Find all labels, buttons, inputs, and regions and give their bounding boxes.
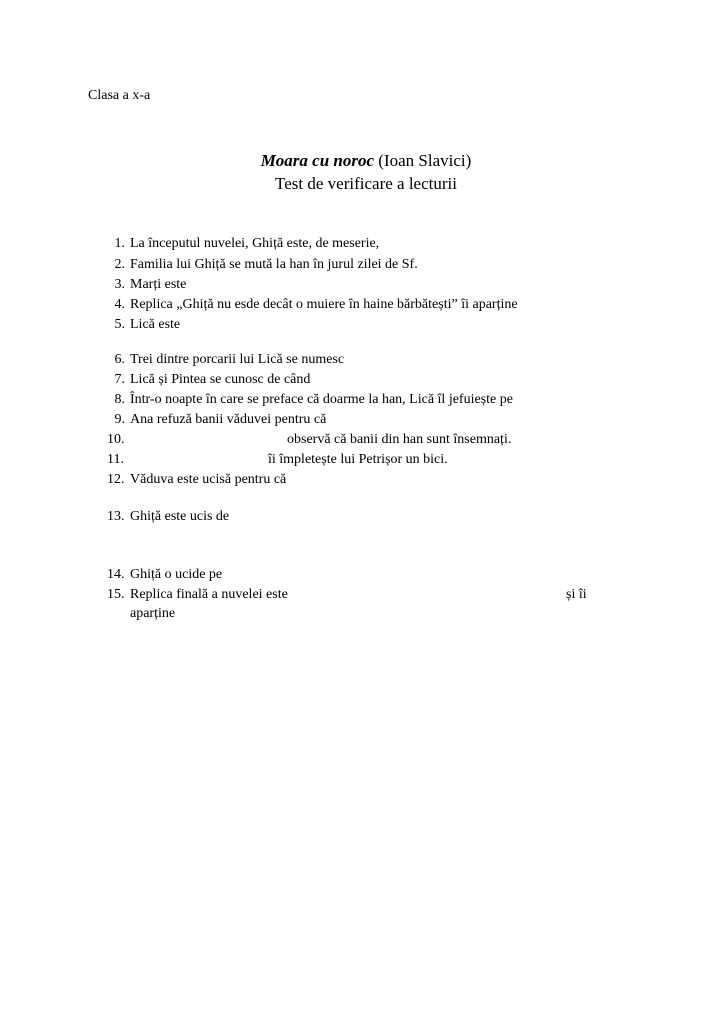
question-text: Marți este bbox=[130, 277, 187, 292]
question-number: 12. bbox=[107, 472, 125, 487]
question-number: 11. bbox=[107, 452, 124, 467]
question-text: Trei dintre porcarii lui Lică se numesc bbox=[130, 352, 345, 367]
question-number: 14. bbox=[107, 567, 125, 582]
question-text: observă că banii din han sunt însemnați. bbox=[287, 432, 512, 447]
question-text: Replica „Ghiță nu esde decât o muiere în haine bărbătești” îi aparține bbox=[130, 297, 518, 312]
question-text: îi împletește lui Petrișor un bici. bbox=[268, 452, 448, 467]
question-number: 4. bbox=[114, 297, 125, 312]
question-text: Replica finală a nuvelei este bbox=[130, 587, 288, 602]
question-text: Lică și Pintea se cunosc de când bbox=[130, 372, 311, 387]
question-text: Ghiță o ucide pe bbox=[130, 567, 223, 582]
question-text: Ghiță este ucis de bbox=[130, 509, 230, 524]
question-number: 15. bbox=[107, 587, 125, 602]
question-text: Familia lui Ghiță se mută la han în jurul zilei de Sf. bbox=[130, 257, 418, 272]
class-label: Clasa a x-a bbox=[88, 88, 151, 103]
subtitle: Test de verificare a lecturii bbox=[275, 174, 457, 193]
question-tail: și îi bbox=[566, 587, 587, 602]
question-text: Ana refuză banii văduvei pentru că bbox=[130, 412, 327, 427]
question-number: 2. bbox=[114, 257, 125, 272]
author-name: (Ioan Slavici) bbox=[378, 151, 472, 170]
question-number: 5. bbox=[114, 317, 125, 332]
question-text: La începutul nuvelei, Ghiță este, de meserie, bbox=[130, 236, 380, 251]
question-number: 13. bbox=[107, 509, 125, 524]
question-number: 1. bbox=[114, 236, 125, 251]
question-number: 10. bbox=[107, 432, 125, 447]
title bbox=[4, 150, 724, 172]
question-text: Văduva este ucisă pentru că bbox=[130, 472, 287, 487]
question-number: 3. bbox=[114, 277, 125, 292]
question-number: 7. bbox=[114, 372, 125, 387]
question-text: Într-o noapte în care se preface că doarme la han, Lică îl jefuiește pe bbox=[130, 392, 513, 407]
question-continuation-text: aparține bbox=[130, 606, 176, 621]
question-number: 6. bbox=[114, 352, 125, 367]
work-title: Moara cu noroc bbox=[260, 151, 375, 170]
question-number: 8. bbox=[114, 392, 125, 407]
question-text: Lică este bbox=[130, 317, 181, 332]
question-number: 9. bbox=[114, 412, 125, 427]
